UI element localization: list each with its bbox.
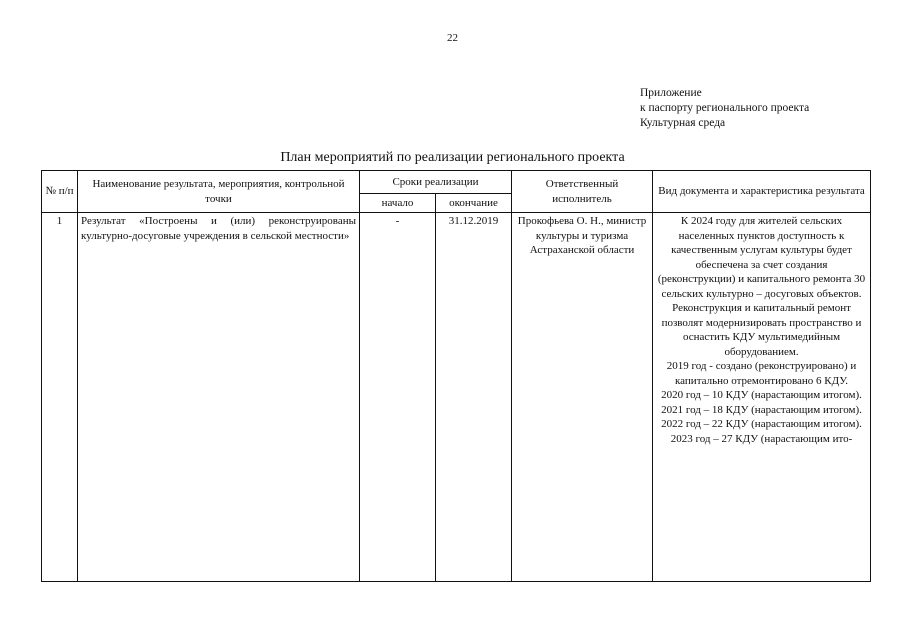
appendix-line-3: Культурная среда bbox=[640, 117, 726, 129]
row-document bbox=[653, 213, 871, 582]
doc-line: 2019 год - создано (реконструировано) и капитально отремонтировано 6 КДУ. bbox=[666, 360, 857, 387]
table-row bbox=[42, 213, 871, 582]
plan-table bbox=[41, 170, 871, 582]
plan-title: План мероприятий по реализации регионального проекта bbox=[280, 150, 625, 165]
header-name: Наименование результата, мероприятия, контрольной точки bbox=[78, 171, 360, 213]
doc-line: 2020 год – 10 КДУ (нарастающим итогом). bbox=[661, 389, 862, 401]
header-responsible: Ответственный исполнитель bbox=[512, 171, 653, 213]
row-name: Результат «Построены и (или) реконструированы культурно-досуговые учреждения в сельской местности» bbox=[78, 213, 360, 582]
appendix-note bbox=[640, 86, 809, 131]
doc-line: 2022 год – 22 КДУ (нарастающим итогом). bbox=[661, 418, 862, 430]
header-terms: Сроки реализации bbox=[360, 171, 512, 194]
appendix-line-2: к паспорту регионального проекта bbox=[640, 102, 810, 114]
doc-line: 2023 год – 27 КДУ (нарастающим ито- bbox=[670, 432, 853, 445]
header-document: Вид документа и характеристика результата bbox=[653, 171, 871, 213]
page-number: 22 bbox=[447, 32, 458, 44]
appendix-line-1: Приложение bbox=[640, 87, 702, 99]
doc-line: 2021 год – 18 КДУ (нарастающим итогом). bbox=[661, 403, 862, 416]
doc-line: К 2024 году для жителей сельских населенных пунктов доступность к качественным услугам культуры будет обеспечена за счет создания (реконструкции) и капитального ремонта 30 сельских культурно – досуговых объектов. Реконструкция и капитальный ремонт позволят модернизировать пространство и оснастить КДУ мультимедийным оборудованием. bbox=[657, 215, 866, 358]
header-start: начало bbox=[360, 194, 436, 213]
row-end: 31.12.2019 bbox=[436, 213, 512, 582]
header-end: окончание bbox=[436, 194, 512, 213]
row-start: - bbox=[360, 213, 436, 582]
row-responsible: Прокофьева О. Н., министр культуры и туризма Астраханской области bbox=[512, 213, 653, 582]
header-num: № п/п bbox=[42, 171, 78, 213]
row-num: 1 bbox=[42, 213, 78, 582]
